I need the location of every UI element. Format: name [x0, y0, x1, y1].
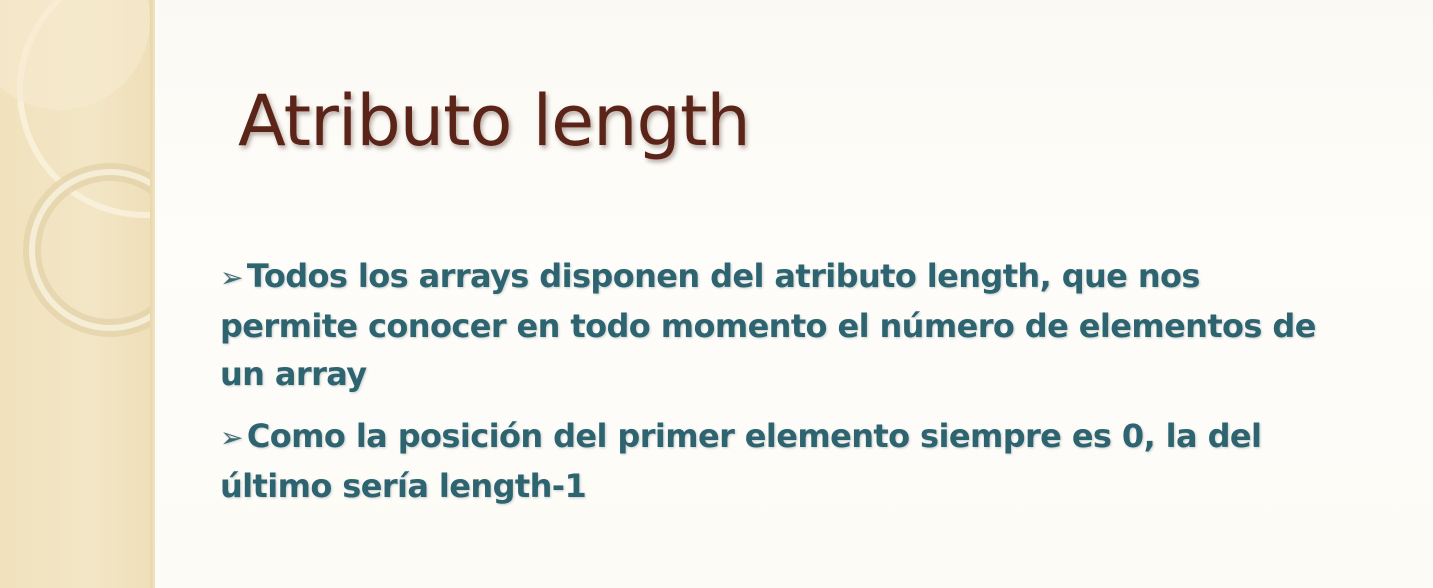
bullet-item	[220, 412, 1330, 510]
bullet-text: Como la posición del primer elemento siempre es 0, la del último sería length-1	[220, 417, 1262, 505]
slide-title: Atributo length	[238, 80, 750, 162]
bullet-text: Todos los arrays disponen del atributo length, que nos permite conocer en todo momento el número de elementos de un array	[220, 257, 1316, 393]
decorative-circles	[0, 0, 155, 588]
bullet-item	[220, 252, 1330, 398]
slide-content	[158, 0, 1433, 588]
side-panel-edge	[150, 0, 155, 588]
arrow-bullet-icon: ➢	[220, 261, 243, 294]
decorative-side-panel	[0, 0, 155, 588]
bullet-list	[220, 252, 1330, 524]
arrow-bullet-icon: ➢	[220, 421, 243, 454]
